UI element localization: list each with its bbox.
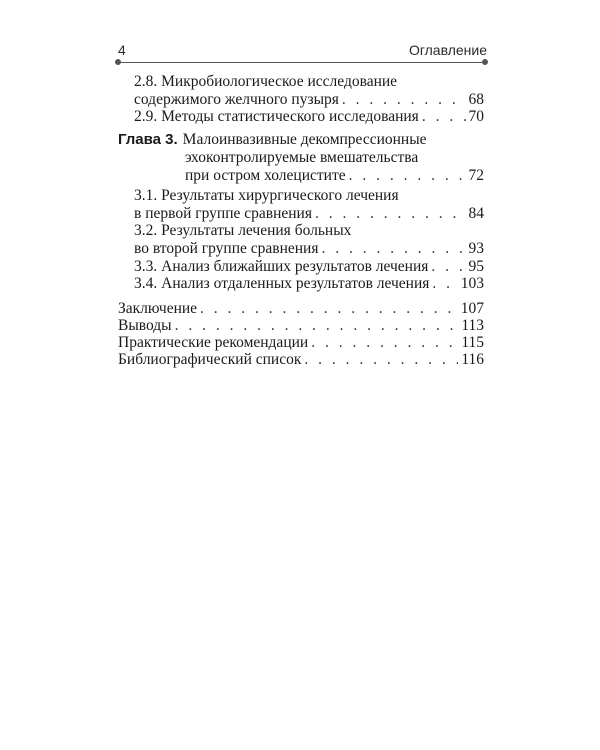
- toc-page-number: 113: [461, 317, 484, 334]
- dot-leader: [200, 300, 458, 318]
- dot-leader: [431, 258, 465, 276]
- toc-entry-2-8[interactable]: содержимого желчного пузыря . . . 68: [134, 91, 484, 109]
- toc-entry-3-1[interactable]: в первой группе сравнения . . . 84: [134, 205, 484, 223]
- dot-leader: [175, 317, 459, 335]
- toc-chapter-3[interactable]: при остром холецистите . . . 72: [185, 167, 484, 185]
- toc-page-number: 68: [468, 91, 484, 108]
- page-number: 4: [118, 42, 126, 58]
- toc-entry-2-9[interactable]: 2.9. Методы статистического исследования . . . 70: [134, 108, 484, 126]
- toc-page-number: 70: [468, 108, 484, 125]
- toc-page-number: 84: [468, 205, 484, 222]
- rule-end-dot-right: [482, 59, 488, 65]
- header-rule: [118, 62, 485, 63]
- toc-entry-3-2[interactable]: во второй группе сравнения . . . 93: [134, 240, 484, 258]
- toc-chapter-3-line2[interactable]: эхоконтролируемые вмешательства: [185, 149, 419, 166]
- dot-leader: [342, 91, 466, 109]
- rule-end-dot-left: [115, 59, 121, 65]
- dot-leader: [304, 351, 458, 369]
- toc-entry-recommendations[interactable]: Практические рекомендации . . . 115: [118, 334, 484, 352]
- toc-page-number: 93: [468, 240, 484, 257]
- dot-leader: [349, 167, 466, 185]
- toc-page-number: 116: [461, 351, 484, 368]
- toc-entry-3-1-line1[interactable]: 3.1. Результаты хирургического лечения: [134, 187, 399, 204]
- toc-entry-2-8-line1[interactable]: 2.8. Микробиологическое исследование: [134, 73, 398, 90]
- toc-entry-bibliography[interactable]: Библиографический список . . . 116: [118, 351, 484, 369]
- toc-entry-3-4[interactable]: 3.4. Анализ отдаленных результатов лечения . . . 103: [134, 275, 484, 293]
- toc-page-number: 115: [461, 334, 484, 351]
- chapter-label: Глава 3.: [118, 131, 178, 148]
- toc-page-number: 72: [468, 167, 484, 184]
- toc-page-number: 103: [460, 275, 484, 292]
- toc-entry-3-3[interactable]: 3.3. Анализ ближайших результатов лечения . . . 95: [134, 258, 484, 276]
- dot-leader: [422, 108, 466, 126]
- toc-entry-3-2-line1[interactable]: 3.2. Результаты лечения больных: [134, 222, 352, 239]
- dot-leader: [321, 240, 465, 258]
- dot-leader: [432, 275, 457, 293]
- toc-entry-findings[interactable]: Выводы . . . 113: [118, 317, 484, 335]
- toc-page-number: 107: [460, 300, 484, 317]
- toc-entry-conclusion[interactable]: Заключение . . . 107: [118, 300, 484, 318]
- toc-page-number: 95: [468, 258, 484, 275]
- toc-chapter-3-line1[interactable]: Глава 3. Малоинвазивные декомпрессионные: [118, 131, 427, 148]
- running-title: Оглавление: [408, 42, 487, 58]
- dot-leader: [315, 205, 466, 223]
- dot-leader: [311, 334, 458, 352]
- running-header: [118, 42, 487, 62]
